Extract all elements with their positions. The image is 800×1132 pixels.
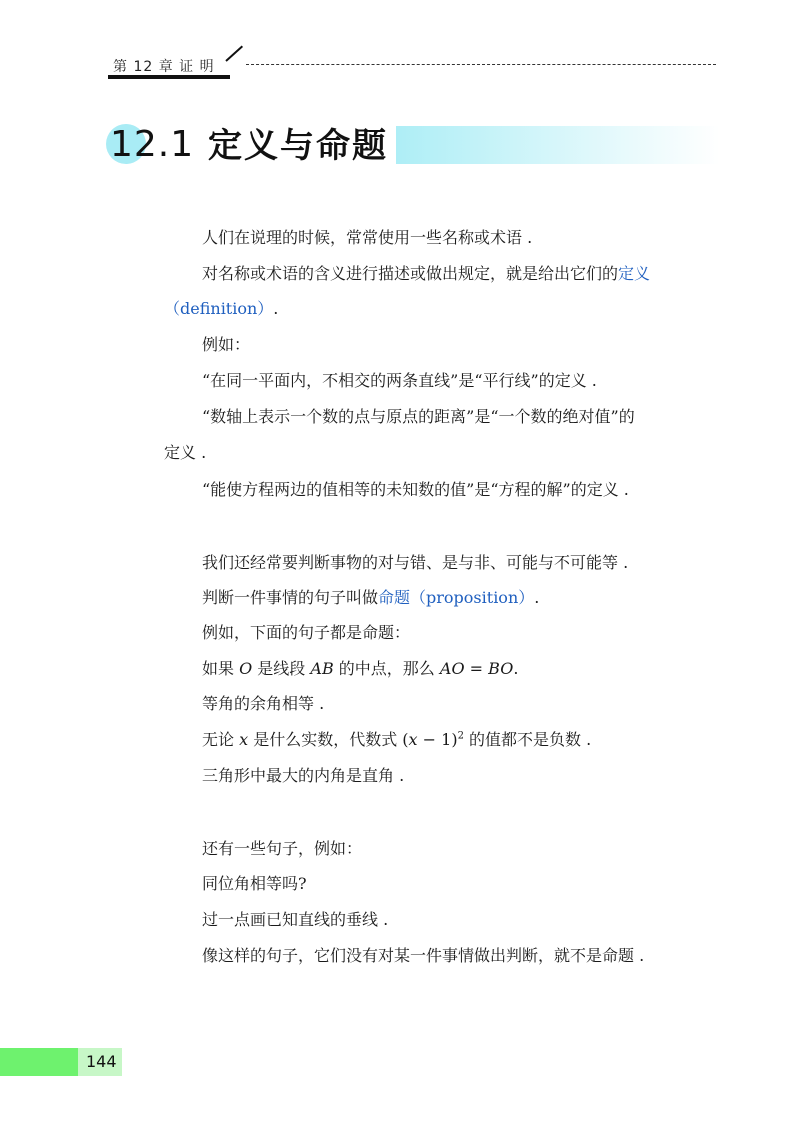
paragraph: “能使方程两边的值相等的未知数的值”是“方程的解”的定义 . <box>202 480 629 499</box>
paragraph <box>164 298 278 320</box>
paragraph-text: 的中点，那么 <box>333 659 440 678</box>
math-symbol: AB <box>310 659 334 678</box>
paragraph: 定义 . <box>164 443 207 462</box>
term-proposition: 命题 <box>378 588 411 607</box>
paragraph-text: 判断一件事情的句子叫做 <box>202 588 379 607</box>
math-symbol: x <box>408 730 418 749</box>
term-english: （proposition） <box>410 588 535 607</box>
paragraph-text: . <box>513 659 519 678</box>
math-expression: AO = BO <box>439 659 514 678</box>
paragraph-text: 如果 <box>202 659 240 678</box>
paragraph <box>202 587 539 609</box>
paragraph-text: 是什么实数，代数式 ( <box>248 730 409 749</box>
paragraph: 三角形中最大的内角是直角 . <box>202 766 405 785</box>
page-number: 144 <box>86 1052 117 1071</box>
paragraph: “数轴上表示一个数的点与原点的距离”是“一个数的绝对值”的 <box>202 407 635 426</box>
section-number: 12.1 <box>110 124 195 165</box>
term-definition: 定义 <box>618 264 651 283</box>
paragraph: 我们还经常要判断事物的对与错、是与非、可能与不可能等 . <box>202 553 629 572</box>
paragraph: “在同一平面内，不相交的两条直线”是“平行线”的定义 . <box>202 371 597 390</box>
header-rule <box>108 75 230 79</box>
math-symbol: O <box>239 659 253 678</box>
math-exponent: 2 <box>457 730 464 742</box>
paragraph: 像这样的句子，它们没有对某一件事情做出判断，就不是命题 . <box>202 946 645 965</box>
term-english: （definition） <box>164 299 274 318</box>
paragraph-text: 对名称或术语的含义进行描述或做出规定，就是给出它们的 <box>202 264 619 283</box>
paragraph-text: − 1) <box>417 730 458 749</box>
header-dashed-line <box>246 64 716 65</box>
math-symbol: x <box>239 730 249 749</box>
paragraph: 例如，下面的句子都是命题： <box>202 623 411 642</box>
paragraph <box>202 263 650 285</box>
paragraph <box>202 658 518 680</box>
paragraph: 等角的余角相等 . <box>202 694 325 713</box>
paragraph-text: . <box>273 299 279 318</box>
paragraph: 人们在说理的时候，常常使用一些名称或术语 . <box>202 228 533 247</box>
section-title-bar <box>396 126 720 164</box>
paragraph <box>202 729 591 751</box>
paragraph-text: 无论 <box>202 730 240 749</box>
paragraph-text: 的值都不是负数 . <box>463 730 592 749</box>
section-title: 定义与命题 <box>208 126 388 166</box>
header-rule-slant <box>225 46 243 62</box>
paragraph: 例如： <box>202 335 251 354</box>
paragraph-text: 是线段 <box>252 659 311 678</box>
chapter-header: 第 12 章 证 明 <box>113 59 215 75</box>
paragraph-text: . <box>534 588 540 607</box>
paragraph: 还有一些句子，例如： <box>202 839 363 858</box>
paragraph: 同位角相等吗? <box>202 874 307 893</box>
paragraph: 过一点画已知直线的垂线 . <box>202 910 389 929</box>
